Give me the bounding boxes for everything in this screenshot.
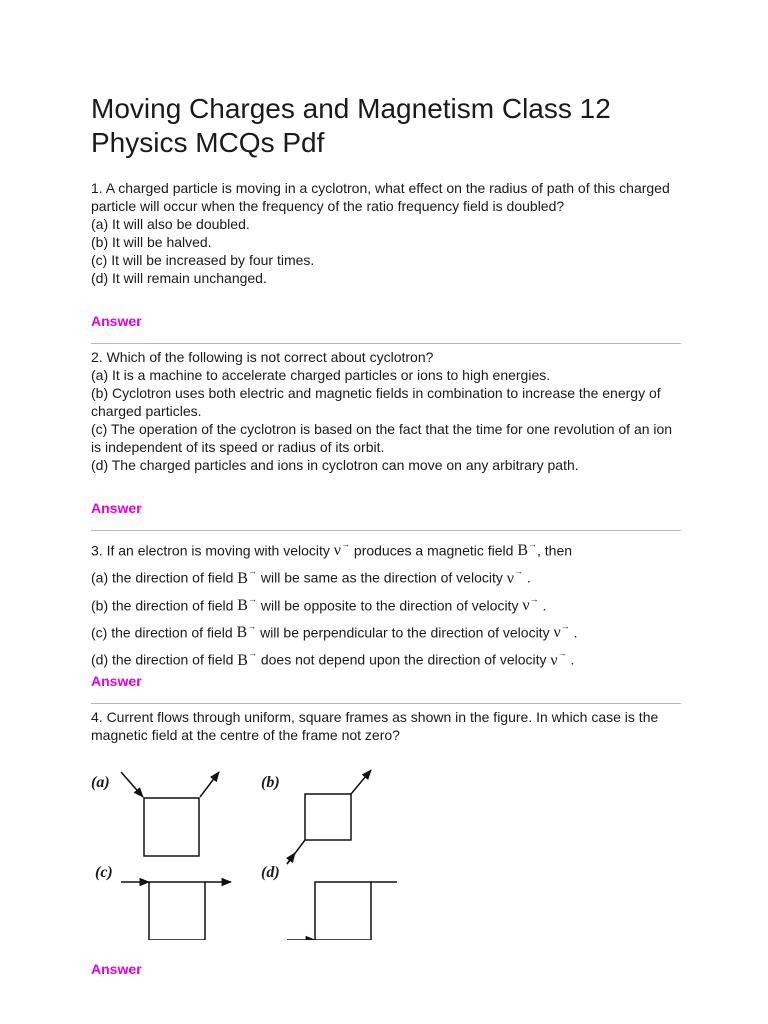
figure-label-c: (c) [95,863,113,881]
option-a: (a) It will also be doubled. [91,216,250,232]
wire-b-out [351,770,371,794]
question-stem: 2. Which of the following is not correct about cyclotron? [91,349,434,365]
question-1 [91,179,681,287]
frame-a [144,798,199,856]
field-vector: B→ [237,648,257,669]
option-a: (a) It is a machine to accelerate charged particles or ions to high energies. [91,367,551,383]
question-stem: 1. A charged particle is moving in a cyclotron, what effect on the radius of path of this charged particle will occur when the frequency of the ratio frequency field is doubled? [91,180,670,214]
field-vector: B→ [237,566,257,587]
option-d: (d) the direction of field B→ does not depend upon the direction of velocity ν→ . [91,648,575,669]
answer-link-2[interactable]: Answer [91,500,142,516]
question-3 [91,535,681,672]
answer-link-3[interactable]: Answer [91,672,142,689]
document-page [91,92,681,979]
frame-d [315,882,371,940]
question-4 [91,708,681,744]
answer-link-4[interactable]: Answer [91,960,142,977]
option-a: (a) the direction of field B→ will be same as the direction of velocity ν→ . [91,566,531,587]
answer-link-1[interactable]: Answer [91,313,142,329]
velocity-vector: ν→ [333,539,351,560]
velocity-vector: ν→ [553,620,570,642]
figure-label-b: (b) [261,773,280,791]
option-d: (d) The charged particles and ions in cyclotron can move on any arbitrary path. [91,457,579,473]
frames-diagram [91,760,421,940]
figure-label-d: (d) [261,863,280,881]
field-vector: B→ [236,620,257,642]
velocity-vector: ν→ [550,648,567,669]
question-stem: 3. If an electron is moving with velocity ν→ produces a magnetic field B→, then [91,539,573,560]
wire-b-in-arrow [287,853,295,864]
option-c: (c) It will be increased by four times. [91,252,315,268]
option-c: (c) The operation of the cyclotron is based on the fact that the time for one revolution of an ion is independent of its speed or radius of its orbit. [91,421,673,455]
wire-a-in [121,772,143,797]
option-b: (b) the direction of field B→ will be opposite to the direction of velocity ν→ . [91,593,547,614]
velocity-vector: ν→ [506,566,523,587]
option-b: (b) It will be halved. [91,234,212,250]
option-d: (d) It will remain unchanged. [91,270,267,286]
question-2 [91,348,681,474]
figure-label-a: (a) [91,773,110,791]
field-vector: B→ [517,539,538,560]
frame-b [305,794,351,840]
velocity-vector: ν→ [522,593,539,614]
wire-a-out [200,772,219,797]
frame-c [149,882,205,940]
option-c: (c) the direction of field B→ will be perpendicular to the direction of velocity ν→ . [91,620,578,642]
question-stem: 4. Current flows through uniform, square frames as shown in the figure. In which case is the magnetic field at the centre of the frame not zero? [91,708,659,743]
field-vector: B→ [237,593,257,614]
page-title: Moving Charges and Magnetism Class 12 Physics MCQs Pdf [91,93,611,158]
option-b: (b) Cyclotron uses both electric and magnetic fields in combination to increase the energy of charged particles. [91,385,661,419]
square-frames-figure [91,760,421,940]
